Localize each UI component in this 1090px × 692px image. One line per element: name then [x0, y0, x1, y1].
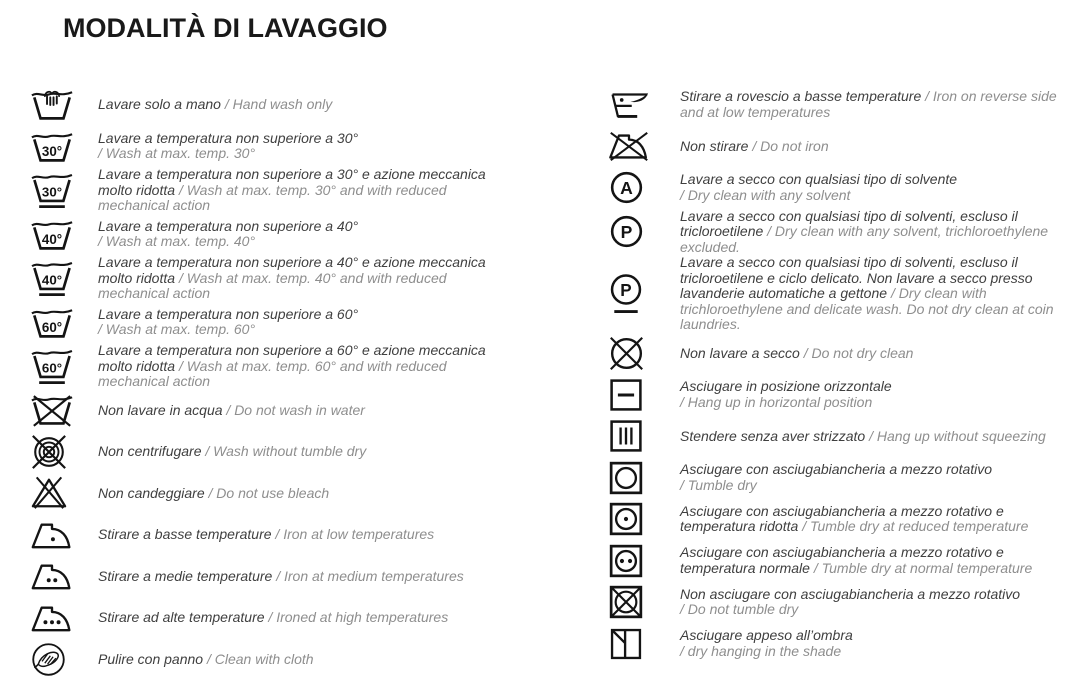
care-instruction-text [98, 343, 500, 390]
care-instruction-row [608, 255, 1090, 333]
label-english: / Hand wash only [224, 96, 333, 112]
label-italian: Stirare ad alte temperature [98, 609, 265, 625]
label-italian: Non centrifugare [98, 443, 202, 459]
dry-horizontal-icon [608, 377, 680, 413]
care-instruction-row [30, 126, 608, 168]
svg-text:A: A [620, 178, 633, 199]
tumble-dry-normal-icon [608, 543, 680, 579]
care-instruction-text [680, 429, 1046, 445]
care-instruction-row [30, 639, 608, 681]
care-instruction-text [98, 527, 434, 543]
label-english: / Dry clean with trichloroethylene and delicate wash. Do not dry clean at coin laundries. [680, 285, 1054, 332]
do-not-wash-icon [30, 393, 98, 428]
label-italian: Lavare a secco con qualsiasi tipo di solventi, escluso il tricloroetilene e ciclo delicato. Non lavare a secco presso lavanderie automatiche a gettone [680, 254, 1033, 301]
label-italian: Asciugare con asciugabiancheria a mezzo rotativo e temperatura normale [680, 544, 1004, 576]
label-english: / Hang up without squeezing [869, 427, 1046, 444]
care-instruction-row [608, 499, 1090, 541]
care-instruction-row [608, 457, 1090, 499]
care-instruction-text [680, 628, 853, 659]
care-instruction-row [30, 214, 608, 256]
label-italian: Non candeggiare [98, 484, 205, 501]
label-english: / Wash at max. temp. 40° [98, 233, 256, 250]
iron-low-icon [30, 520, 98, 550]
do-not-tumble-dry-icon [608, 584, 680, 620]
right-column [608, 84, 1090, 665]
care-instruction-text [680, 89, 1080, 120]
care-instruction-row [608, 167, 1090, 209]
care-instruction-text [680, 255, 1080, 333]
wash-max-60-icon [30, 306, 98, 339]
do-not-spin-icon [30, 433, 98, 471]
label-italian: Asciugare in posizione orizzontale [680, 378, 892, 395]
label-italian: Lavare a temperatura non superiore a 60° e azione meccanica molto ridotta [98, 342, 486, 374]
label-italian: Asciugare con asciugabiancheria a mezzo rotativo [680, 461, 993, 478]
columns-wrap [30, 84, 1090, 680]
care-instruction-text [680, 587, 1020, 618]
label-italian: Non asciugare con asciugabiancheria a mezzo rotativo [680, 585, 1021, 602]
label-italian: Lavare a temperatura non superiore a 30° [98, 129, 359, 146]
label-english: / Do not wash in water [226, 401, 365, 418]
label-italian: Lavare a secco con qualsiasi tipo di solventi, escluso il tricloroetilene [680, 207, 1018, 239]
label-english: / Iron at low temperatures [275, 526, 435, 542]
iron-reverse-icon [608, 90, 680, 120]
label-italian: Lavare a temperatura non superiore a 30° e azione meccanica molto ridotta [98, 166, 486, 198]
care-instruction-row [608, 126, 1090, 168]
care-instruction-row [608, 84, 1090, 126]
care-instruction-text [98, 444, 366, 460]
care-instruction-row [30, 473, 608, 515]
label-italian: Asciugare appeso all’ombra [680, 627, 853, 644]
care-instruction-text [680, 504, 1080, 535]
svg-text:60°: 60° [41, 360, 63, 376]
tumble-dry-reduced-icon [608, 501, 680, 537]
do-not-dry-clean-icon [608, 335, 680, 372]
svg-text:60°: 60° [41, 319, 63, 335]
care-instruction-row [30, 431, 608, 473]
dry-in-shade-icon [608, 626, 680, 662]
label-italian: Non lavare in acqua [98, 401, 223, 418]
care-instruction-text [98, 652, 314, 668]
svg-text:P: P [620, 222, 633, 243]
label-english: / Wash without tumble dry [205, 443, 367, 459]
label-english: / Clean with cloth [206, 650, 314, 667]
label-english: / dry hanging in the shade [680, 642, 842, 659]
iron-medium-icon [30, 561, 98, 591]
label-italian: Stendere senza aver strizzato [680, 427, 866, 444]
wash-max-30-icon [30, 130, 98, 163]
label-english: / Tumble dry at reduced temperature [802, 518, 1029, 535]
drip-dry-icon [608, 418, 680, 454]
care-instruction-row [30, 343, 608, 390]
care-instruction-text [680, 462, 992, 493]
wash-max-60-reduced-icon [30, 347, 98, 385]
label-italian: Lavare a temperatura non superiore a 40° [98, 217, 359, 234]
label-english: / Dry clean with any solvent [680, 186, 851, 203]
label-english: / Do not use bleach [208, 484, 330, 501]
care-instruction-text [680, 545, 1080, 576]
care-instruction-row [608, 374, 1090, 416]
care-instruction-text [98, 486, 329, 502]
do-not-iron-icon [608, 131, 680, 162]
care-instruction-row [30, 556, 608, 598]
care-instruction-text [680, 172, 957, 203]
clean-with-cloth-icon [30, 641, 98, 678]
care-instruction-row [30, 390, 608, 432]
left-column [30, 84, 608, 680]
wash-max-40-reduced-icon [30, 259, 98, 297]
label-english: / Wash at max. temp. 60° and with reduced mechanical action [98, 357, 447, 389]
label-english: / Iron at medium temperatures [276, 567, 464, 584]
do-not-bleach-icon [30, 475, 98, 511]
care-instruction-row [30, 597, 608, 639]
care-instruction-text [98, 610, 448, 626]
label-italian: Stirare a basse temperature [98, 526, 272, 542]
label-english: / Tumble dry at normal temperature [813, 559, 1033, 576]
care-instruction-row [608, 582, 1090, 624]
svg-text:P: P [620, 280, 632, 300]
care-instruction-row [608, 333, 1090, 375]
svg-text:40°: 40° [41, 231, 63, 247]
care-instruction-text [98, 403, 365, 419]
label-italian: Lavare a temperatura non superiore a 60° [98, 305, 359, 322]
care-instruction-row [30, 167, 608, 214]
care-instruction-row [608, 623, 1090, 665]
dry-clean-any-solvent-icon [608, 169, 680, 206]
label-english: / Wash at max. temp. 60° [98, 321, 256, 338]
tumble-dry-icon [608, 460, 680, 496]
care-instruction-row [30, 84, 608, 126]
care-instruction-text [98, 307, 358, 338]
label-english: / Do not tumble dry [680, 601, 799, 618]
svg-text:30°: 30° [41, 184, 63, 200]
care-instruction-text [98, 131, 358, 162]
care-instruction-text [98, 167, 500, 214]
care-instruction-text [98, 569, 464, 585]
label-english: / Do not dry clean [803, 344, 914, 361]
care-instruction-row [30, 514, 608, 556]
label-english: / Dry clean with any solvent, trichloroethylene excluded. [680, 223, 1049, 255]
label-english: / Ironed at high temperatures [268, 609, 449, 625]
label-italian: Non lavare a secco [680, 344, 800, 361]
care-instruction-row [30, 255, 608, 302]
label-english: / Wash at max. temp. 30° [98, 145, 256, 162]
svg-text:30°: 30° [41, 143, 63, 159]
label-english: / Iron on reverse side and at low temperatures [680, 88, 1057, 120]
page-title: MODALITÀ DI LAVAGGIO [63, 13, 388, 43]
label-italian: Lavare a secco con qualsiasi tipo di solvente [680, 171, 958, 188]
care-instruction-row [608, 209, 1090, 256]
care-instruction-row [608, 540, 1090, 582]
care-instruction-row [30, 302, 608, 344]
label-english: / Wash at max. temp. 40° and with reduced mechanical action [98, 269, 447, 301]
dry-clean-p-delicate-icon [608, 273, 680, 315]
label-italian: Asciugare con asciugabiancheria a mezzo rotativo e temperatura ridotta [680, 502, 1004, 535]
label-italian: Lavare solo a mano [98, 96, 221, 112]
care-instruction-text [98, 97, 332, 113]
label-english: / Tumble dry [680, 476, 757, 493]
care-instruction-text [98, 219, 358, 250]
label-italian: Pulire con panno [98, 650, 204, 667]
label-italian: Non stirare [680, 137, 749, 154]
care-instruction-text [98, 255, 500, 302]
label-english: / Wash at max. temp. 30° and with reduced mechanical action [98, 181, 447, 213]
label-italian: Lavare a temperatura non superiore a 40° e azione meccanica molto ridotta [98, 254, 486, 286]
dry-clean-p-icon [608, 213, 680, 250]
hand-wash-icon [30, 88, 98, 121]
svg-text:40°: 40° [41, 272, 63, 288]
label-english: / Hang up in horizontal position [680, 393, 873, 410]
care-instruction-row [608, 416, 1090, 458]
care-instruction-text [680, 346, 913, 362]
care-instruction-text [680, 379, 892, 410]
label-italian: Stirare a medie temperature [98, 567, 273, 584]
care-instruction-text [680, 209, 1080, 256]
iron-high-icon [30, 603, 98, 633]
wash-max-30-reduced-icon [30, 171, 98, 209]
wash-max-40-icon [30, 218, 98, 251]
care-instruction-text [680, 139, 829, 155]
label-italian: Stirare a rovescio a basse temperature [680, 88, 922, 105]
label-english: / Do not iron [752, 137, 829, 154]
